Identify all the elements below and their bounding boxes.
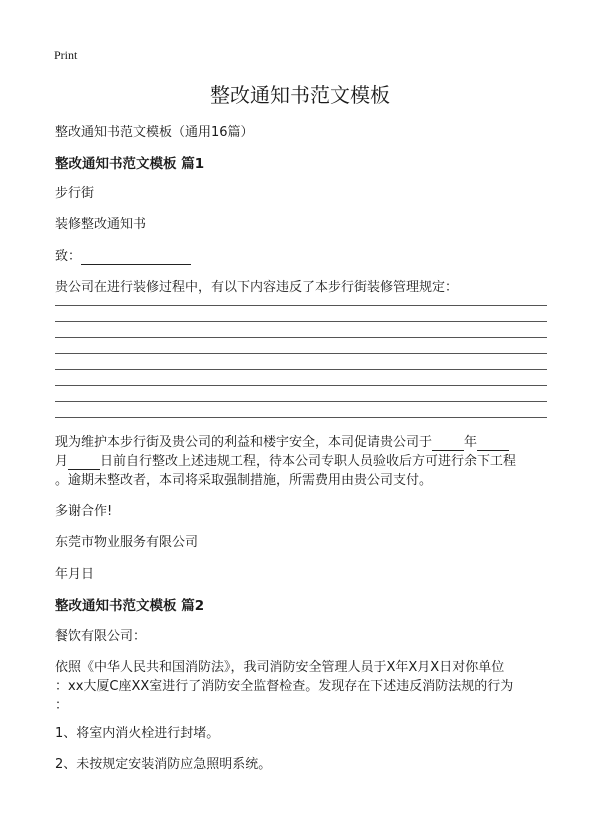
violation-line — [55, 401, 547, 402]
section2-item-1: 1、将室内消火栓进行封堵。 — [55, 726, 220, 741]
date-line: 年月日 — [55, 567, 95, 582]
section2-para-line1: 依照《中华人民共和国消防法》，我司消防安全管理人员于X年X月X日对你单位 — [55, 660, 505, 675]
violation-line — [55, 385, 547, 386]
section2-para-line2: ：xx大厦C座XX室进行了消防安全监督检查。发现存在下述违反消防法规的行为 — [55, 679, 514, 694]
section1-line2: 装修整改通知书 — [55, 217, 147, 232]
section2-para-line3: ： — [55, 698, 69, 713]
section2-heading: 整改通知书范文模板 篇2 — [55, 598, 205, 614]
month-label: 月 — [55, 454, 69, 469]
page-title: 整改通知书范文模板 — [210, 83, 390, 107]
month-blank-1 — [477, 435, 509, 451]
section1-line1: 步行街 — [55, 186, 95, 201]
to-line — [55, 245, 191, 265]
violation-line — [55, 353, 547, 354]
year-blank — [432, 435, 464, 451]
day-blank — [68, 454, 100, 470]
to-label: 致： — [55, 249, 82, 264]
section1-intro: 贵公司在进行装修过程中，有以下内容违反了本步行街装修管理规定： — [55, 280, 459, 295]
subtitle: 整改通知书范文模板（通用16篇） — [55, 125, 254, 140]
section1-heading: 整改通知书范文模板 篇1 — [55, 156, 205, 172]
violation-line — [55, 305, 547, 306]
violation-line — [55, 321, 547, 322]
section1-para1-line3: 。逾期未整改者，本司将采取强制措施，所需费用由贵公司支付。 — [55, 473, 433, 488]
to-blank — [81, 249, 191, 265]
section2-item-2: 2、未按规定安装消防应急照明系统。 — [55, 757, 272, 772]
company-name: 东莞市物业服务有限公司 — [55, 535, 199, 550]
para1-text-b: 日前自行整改上述违规工程，待本公司专职人员验收后方可进行余下工程 — [100, 454, 517, 469]
thanks-line: 多谢合作! — [55, 504, 113, 519]
print-label[interactable]: Print — [54, 48, 78, 62]
section1-para1-line1 — [55, 431, 509, 451]
year-label: 年 — [464, 435, 478, 450]
violation-line — [55, 337, 547, 338]
section1-para1-line2 — [55, 450, 516, 470]
violation-line — [55, 369, 547, 370]
section2-salutation: 餐饮有限公司： — [55, 629, 147, 644]
para1-text-a: 现为维护本步行街及贵公司的利益和楼宇安全，本司促请贵公司于 — [55, 435, 433, 450]
violation-line — [55, 417, 547, 418]
